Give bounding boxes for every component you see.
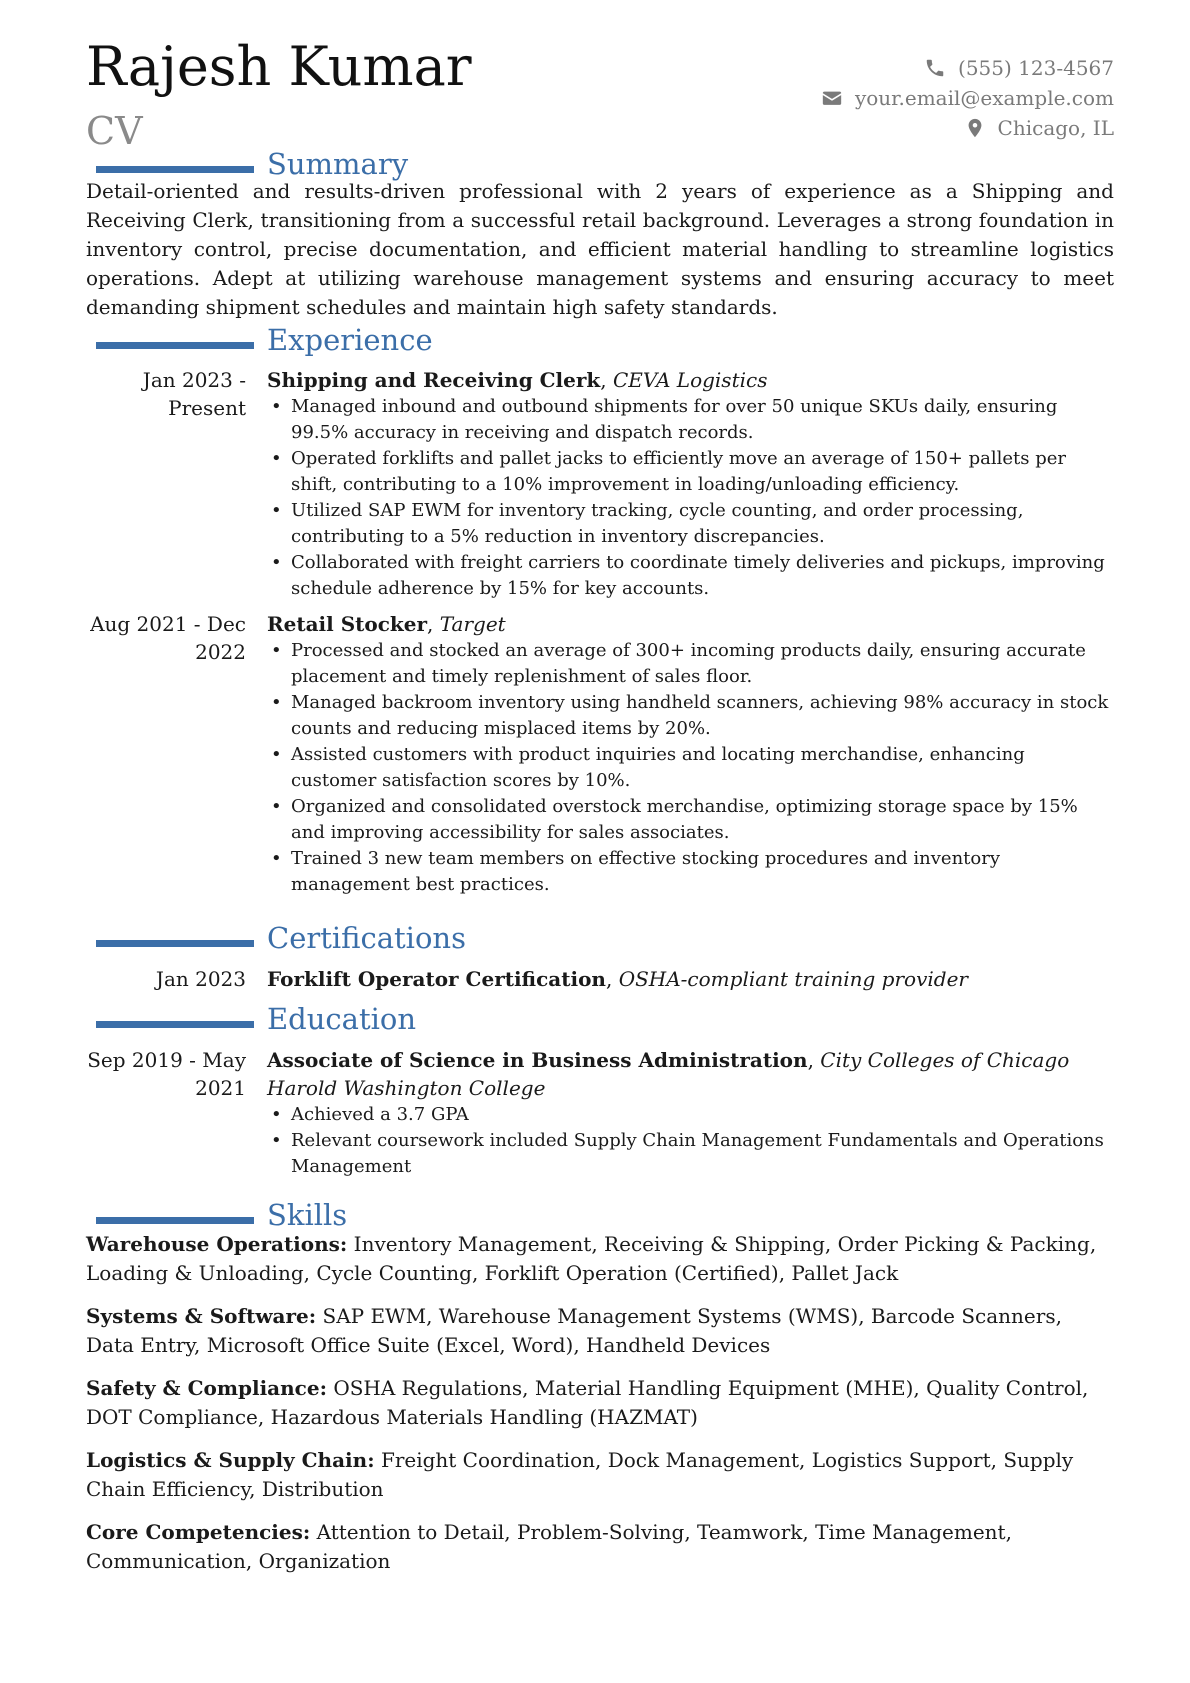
- entry-title-line: Associate of Science in Business Administration, City Colleges of Chicago: [267, 1048, 1070, 1072]
- skill-group-label: Core Competencies:: [86, 1520, 311, 1544]
- section-header: [86, 1002, 1114, 1040]
- entry-date: Jan 2023 - Present: [142, 368, 246, 420]
- summary-section: [86, 147, 1114, 322]
- employer: CEVA Logistics: [613, 368, 768, 392]
- list-item: • Trained 3 new team members on effective stocking procedures and inventory management best practices.: [267, 846, 1114, 898]
- section-title: Certifications: [267, 921, 466, 955]
- job-title: Shipping and Receiving Clerk: [267, 368, 601, 392]
- list-item: • Relevant coursework included Supply Chain Management Fundamentals and Operations Management: [267, 1128, 1114, 1180]
- education-entry: [86, 1046, 1114, 1180]
- achievement-list: [267, 638, 1114, 898]
- employer: Target: [439, 612, 506, 636]
- entry-body: [267, 965, 1114, 993]
- section-accent-bar: [96, 940, 254, 947]
- section-header: [86, 147, 1114, 185]
- experience-section: [86, 323, 1114, 898]
- section-title: Education: [267, 1002, 417, 1036]
- skill-group-values: SAP EWM, Warehouse Management Systems (WMS), Barcode Scanners, Data Entry, Microsoft Office Suite (Excel, Word), Handheld Devices: [86, 1304, 1062, 1357]
- contact-block: [821, 53, 1114, 143]
- envelope-icon: [821, 87, 843, 109]
- section-accent-bar: [96, 1217, 254, 1224]
- section-accent-bar: [96, 166, 254, 173]
- skill-group: [86, 1374, 1114, 1432]
- entry-title-line: Forklift Operator Certification, OSHA-compliant training provider: [267, 967, 968, 991]
- list-item: • Utilized SAP EWM for inventory tracking, cycle counting, and order processing, contributing to a 5% reduction in inventory discrepancies.: [267, 498, 1114, 550]
- section-header: [86, 921, 1114, 959]
- education-section: [86, 1002, 1114, 1180]
- phone-text: (555) 123-4567: [958, 56, 1114, 80]
- skill-group-values: OSHA Regulations, Material Handling Equipment (MHE), Quality Control, DOT Compliance, Hazardous Materials Handling (HAZMAT): [86, 1376, 1089, 1429]
- map-pin-icon: [964, 117, 986, 139]
- skill-group-values: Freight Coordination, Dock Management, Logistics Support, Supply Chain Efficiency, Distribution: [86, 1448, 1074, 1501]
- candidate-name: Rajesh Kumar: [86, 35, 472, 98]
- list-item: • Assisted customers with product inquiries and locating merchandise, enhancing customer satisfaction scores by 10%.: [267, 742, 1114, 794]
- experience-entry: [86, 610, 1114, 898]
- certifications-section: [86, 921, 1114, 993]
- section-title: Experience: [267, 323, 433, 357]
- location-text: Chicago, IL: [997, 116, 1114, 140]
- entry-date: Sep 2019 - May 2021: [87, 1048, 246, 1100]
- entry-body: [267, 610, 1114, 898]
- section-title: Summary: [267, 147, 409, 181]
- certification-issuer: OSHA-compliant training provider: [618, 967, 968, 991]
- entry-date: Aug 2021 - Dec 2022: [90, 612, 246, 664]
- list-item: • Processed and stocked an average of 300+ incoming products daily, ensuring accurate placement and timely replenishment of sales floor.: [267, 638, 1114, 690]
- skill-group-label: Logistics & Supply Chain:: [86, 1448, 375, 1472]
- section-accent-bar: [96, 342, 254, 349]
- skill-group-label: Safety & Compliance:: [86, 1376, 327, 1400]
- skill-group-values: Inventory Management, Receiving & Shipping, Order Picking & Packing, Loading & Unloading, Cycle Counting, Forklift Operation (Certified), Pallet Jack: [86, 1232, 1097, 1285]
- contact-phone: [821, 53, 1114, 83]
- entry-title-line: Shipping and Receiving Clerk, CEVA Logistics: [267, 368, 768, 392]
- list-item: • Operated forklifts and pallet jacks to efficiently move an average of 150+ pallets per shift, contributing to a 10% improvement in loading/unloading efficiency.: [267, 446, 1114, 498]
- skills-section: [86, 1198, 1114, 1590]
- section-accent-bar: [96, 1021, 254, 1028]
- email-link[interactable]: your.email@example.com: [854, 86, 1114, 110]
- education-details-list: [267, 1102, 1114, 1180]
- list-item: • Managed backroom inventory using handheld scanners, achieving 98% accuracy in stock counts and reducing misplaced items by 20%.: [267, 690, 1114, 742]
- job-title: Retail Stocker: [267, 612, 428, 636]
- skill-group: [86, 1518, 1114, 1576]
- campus-name: Harold Washington College: [267, 1076, 546, 1100]
- section-title: Skills: [267, 1198, 348, 1232]
- phone-icon: [924, 57, 946, 79]
- list-item: • Collaborated with freight carriers to coordinate timely deliveries and pickups, improving schedule adherence by 15% for key accounts.: [267, 550, 1114, 602]
- certification-title: Forklift Operator Certification: [267, 967, 606, 991]
- skill-group-label: Warehouse Operations:: [86, 1232, 348, 1256]
- experience-entry: [86, 366, 1114, 602]
- summary-text: Detail-oriented and results-driven professional with 2 years of experience as a Shipping and Receiving Clerk, transitioning from a successful retail background. Leverages a strong foundation in inventory control, precise documentation, and efficient material handling to streamline logistics operations. Adept at utilizing warehouse management systems and ensuring accuracy to meet demanding shipment schedules and maintain high safety standards.: [86, 179, 1114, 319]
- list-item: • Organized and consolidated overstock merchandise, optimizing storage space by 15% and improving accessibility for sales associates.: [267, 794, 1114, 846]
- skill-group: [86, 1302, 1114, 1360]
- skill-group-label: Systems & Software:: [86, 1304, 317, 1328]
- section-header: [86, 1198, 1114, 1236]
- contact-location: [821, 113, 1114, 143]
- entry-body: [267, 1046, 1114, 1180]
- entry-date: Jan 2023: [155, 967, 246, 991]
- entry-title-line: Retail Stocker, Target: [267, 612, 506, 636]
- list-item: • Achieved a 3.7 GPA: [267, 1102, 1114, 1128]
- entry-body: [267, 366, 1114, 602]
- skill-group: [86, 1230, 1114, 1288]
- skill-group: [86, 1446, 1114, 1504]
- achievement-list: [267, 394, 1114, 602]
- degree-title: Associate of Science in Business Administration: [267, 1048, 808, 1072]
- contact-email: [821, 83, 1114, 113]
- list-item: • Managed inbound and outbound shipments for over 50 unique SKUs daily, ensuring 99.5% accuracy in receiving and dispatch records.: [267, 394, 1114, 446]
- document-subtitle: CV: [86, 109, 143, 153]
- institution: City Colleges of Chicago: [820, 1048, 1070, 1072]
- certification-entry: [86, 965, 1114, 993]
- section-header: [86, 323, 1114, 361]
- skill-group-values: Attention to Detail, Problem-Solving, Teamwork, Time Management, Communication, Organization: [86, 1520, 1012, 1573]
